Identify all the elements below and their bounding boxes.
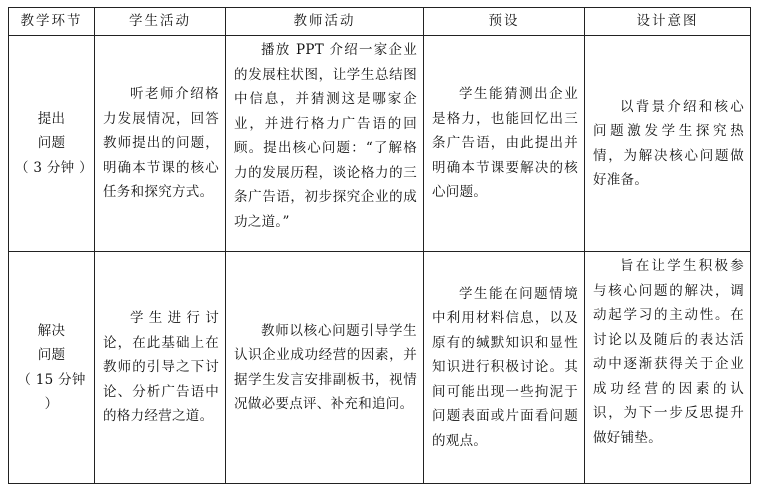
header-student-activity: 学生活动 <box>95 8 226 36</box>
table-row <box>9 36 751 252</box>
expectation-cell <box>424 36 585 252</box>
lesson-plan-table <box>8 7 751 484</box>
stage-cell <box>9 252 95 484</box>
stage-name: 解决 <box>37 322 66 339</box>
student-activity-text: 听老师介绍格力发展情况，回答教师提出的问题，明确本节课的核心任务和探究方式。 <box>103 86 219 201</box>
header-expectation: 预设 <box>424 8 585 36</box>
design-intent-text: 旨在让学生积极参与核心问题的解决，调动起学习的主动性。在讨论以及随后的表达活动中逐渐获得关于企业成功经营的因素的认识，为下一步反思提升做好铺垫。 <box>593 258 744 446</box>
student-activity-cell <box>95 252 226 484</box>
stage-cell <box>9 36 95 252</box>
stage-time: （ 15 分钟 ） <box>17 371 86 412</box>
stage-sub: 问题 <box>37 135 66 152</box>
teacher-activity-cell <box>226 36 424 252</box>
teacher-activity-text: 教师以核心问题引导学生认识企业成功经营的因素，并据学生发言安排副板书，视情况做必要点评、补充和追问。 <box>234 322 417 412</box>
table-row <box>9 252 751 484</box>
header-teacher-activity: 教师活动 <box>226 8 424 36</box>
teacher-activity-cell <box>226 252 424 484</box>
header-design-intent: 设计意图 <box>585 8 751 36</box>
teacher-activity-text: 播放 PPT 介绍一家企业的发展柱状图，让学生总结图中信息，并猜测这是哪家企业，并进行格力广告语的回顾。提出核心问题：“了解格力的发展历程，谈论格力的三条广告语，初步探究企业的成功之道。” <box>234 42 417 230</box>
header-stage: 教学环节 <box>9 8 95 36</box>
student-activity-text: 学生进行讨论，在此基础上在教师的引导之下讨论、分析广告语中的格力经营之道。 <box>103 310 219 425</box>
stage-time: （ 3 分钟 ） <box>15 159 93 176</box>
stage-sub: 问题 <box>37 347 66 363</box>
expectation-cell <box>424 252 585 484</box>
expectation-text: 学生能在问题情境中利用材料信息，以及原有的缄默知识和显性知识进行积极讨论。其间可能出现一些拘泥于问题表面或片面看问题的观点。 <box>432 285 578 449</box>
design-intent-cell <box>585 252 751 484</box>
design-intent-cell <box>585 36 751 252</box>
design-intent-text: 以背景介绍和核心问题激发学生探究热情，为解决核心问题做好准备。 <box>593 98 744 188</box>
header-row <box>9 8 751 36</box>
expectation-text: 学生能猜测出企业是格力，也能回忆出三条广告语，由此提出并明确本节课要解决的核心问题。 <box>432 86 578 201</box>
stage-name: 提出 <box>37 110 66 127</box>
student-activity-cell <box>95 36 226 252</box>
